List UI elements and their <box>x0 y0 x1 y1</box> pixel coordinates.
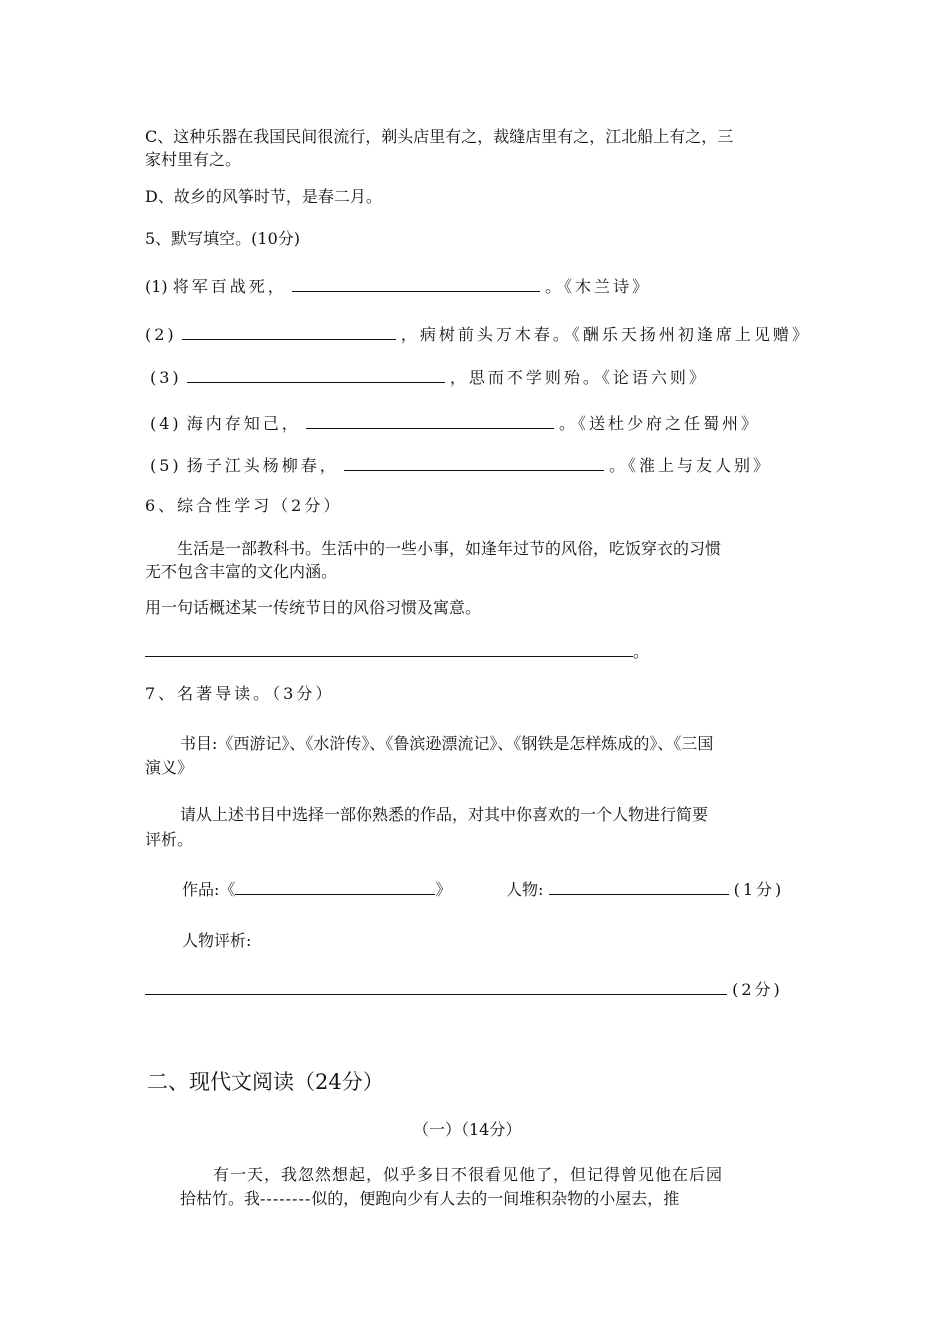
q5-item-5 <box>150 454 772 477</box>
q5-item-1-before: 将军百战死， <box>172 277 287 296</box>
section-2-subheading: （一）（14分） <box>413 1120 522 1139</box>
q5-item-5-after: 。《淮上与友人别》 <box>608 456 772 475</box>
q6-paragraph-line1: 生活是一部教科书。生活中的一些小事，如逢年过节的风俗，吃饭穿衣的习惯 <box>177 539 722 558</box>
q7-books-line2: 演义》 <box>145 758 194 777</box>
q5-item-3-num: (3) <box>150 368 182 387</box>
question-7-title: 7、名著导读。（3分） <box>145 684 335 703</box>
q5-item-2-blank[interactable] <box>182 323 396 340</box>
q5-item-5-blank[interactable] <box>344 454 604 471</box>
q5-item-1-blank[interactable] <box>292 275 540 292</box>
q7-character-label: 人物: <box>506 880 544 899</box>
reading-line1: 有一天，我忽然想起，似乎多日不很看见他了，但记得曾见他在后园 <box>213 1165 724 1184</box>
option-d: D、故乡的风筝时节，是春二月。 <box>145 187 382 206</box>
reading-line2-end: 似的，便跑向少有人去的一间堆积杂物的小屋去，推 <box>311 1189 680 1208</box>
section-2-heading: 二、现代文阅读（24分） <box>147 1070 384 1094</box>
q5-item-2 <box>145 323 811 346</box>
q5-item-3-after: ，思而不学则殆。《论语六则》 <box>449 368 708 387</box>
q7-analysis-row <box>145 978 783 1001</box>
q7-work-close: 》 <box>435 880 452 899</box>
q7-score-1: (1分) <box>733 880 785 899</box>
q7-work-blank[interactable] <box>235 878 435 895</box>
q7-character-row <box>506 878 784 901</box>
q7-ask-line1: 请从上述书目中选择一部你熟悉的作品，对其中你喜欢的一个人物进行简要 <box>180 805 709 824</box>
q5-item-1-after: 。《木兰诗》 <box>544 277 651 296</box>
q5-item-3 <box>150 366 708 389</box>
q6-prompt: 用一句话概述某一传统节日的风俗习惯及寓意。 <box>145 598 482 617</box>
reading-blank-dashes: -------- <box>260 1189 312 1208</box>
q5-item-4-blank[interactable] <box>306 412 554 429</box>
q5-item-5-num: (5) <box>150 456 182 475</box>
q5-item-5-before: 扬子江头杨柳春， <box>186 456 339 475</box>
q6-paragraph-line2: 无不包含丰富的文化内涵。 <box>145 562 338 581</box>
option-c-line1: C、这种乐器在我国民间很流行，剃头店里有之，裁缝店里有之，江北船上有之，三 <box>145 127 734 146</box>
q7-work-label: 作品:《 <box>182 880 236 899</box>
q7-analysis-blank[interactable] <box>145 978 727 995</box>
q5-item-4-before: 海内存知己， <box>186 414 301 433</box>
q7-character-blank[interactable] <box>549 878 729 895</box>
q5-item-4 <box>150 412 760 435</box>
reading-line2-start: 拾枯竹。我 <box>180 1189 261 1208</box>
q6-answer-blank[interactable] <box>145 640 633 657</box>
q7-ask-line2: 评析。 <box>145 830 194 849</box>
question-6-title: 6、综合性学习（2分） <box>145 496 343 515</box>
q5-item-1-num: (1) <box>145 277 168 296</box>
question-5-title: 5、默写填空。(10分) <box>145 229 301 248</box>
q6-answer-line <box>145 640 649 663</box>
q7-books-line1: 书目:《西游记》、《水浒传》、《鲁滨逊漂流记》、《钢铁是怎样炼成的》、《三国 <box>180 734 714 753</box>
q5-item-2-num: (2) <box>145 325 177 344</box>
q6-end-mark: 。 <box>633 642 650 661</box>
q7-score-2: (2分) <box>732 980 783 999</box>
q7-work-row <box>182 878 451 901</box>
q7-analysis-label: 人物评析: <box>182 931 252 950</box>
q5-item-2-after: ，病树前头万木春。《酬乐天扬州初逢席上见赠》 <box>400 325 811 344</box>
option-c-line2: 家村里有之。 <box>145 150 242 169</box>
q5-item-1 <box>145 275 651 298</box>
q5-item-4-num: (4) <box>150 414 182 433</box>
q5-item-3-blank[interactable] <box>187 366 445 383</box>
reading-line2 <box>180 1188 679 1210</box>
q5-item-4-after: 。《送杜少府之任蜀州》 <box>558 414 760 433</box>
